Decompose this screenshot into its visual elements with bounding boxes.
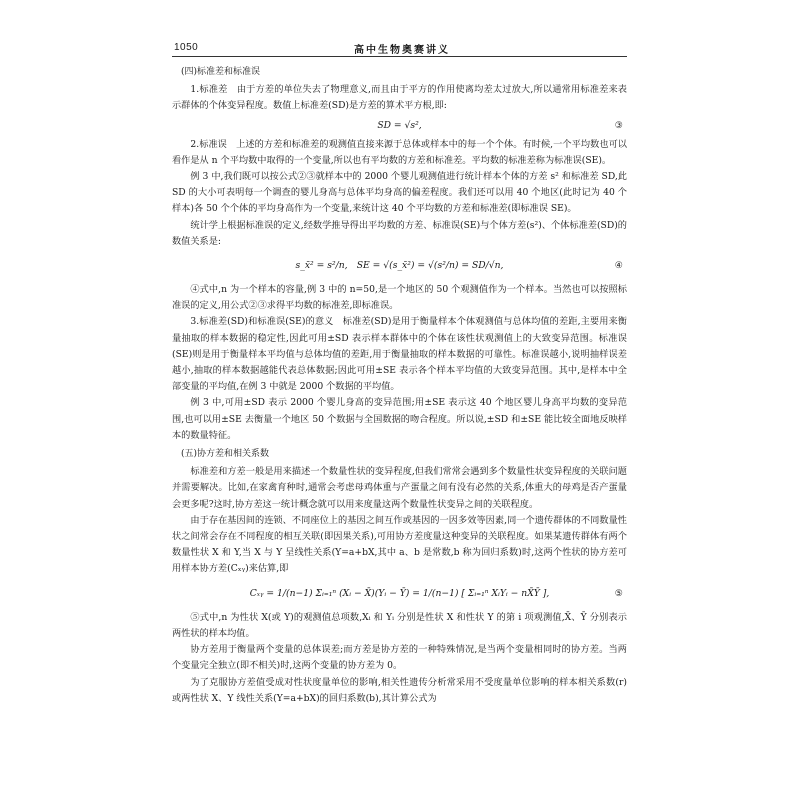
- paragraph-covariance-intro: 标准差和方差一般是用来描述一个数量性状的变异程度,但我们常常会遇到多个数量性状变异程度的关联问题并需要解决。比如,在家禽育种时,通常会考虑母鸡体重与产蛋量之间有没有必然的关系,体重大的母鸡是否产蛋量会更多呢?这时,协方差这一统计概念就可以用来度量这两个数量性状变异之间的关联程度。: [172, 466, 627, 510]
- formula-5: [172, 580, 627, 608]
- page-header: [172, 40, 632, 56]
- paragraph-standard-deviation: 1.标准差 由于方差的单位失去了物理意义,而且由于平方的作用使离均差太过放大,所以通常用标准差来表示群体的个体变异程度。数值上标准差(SD)是方差的算术平方根,即:: [172, 84, 627, 112]
- running-title: 高中生物奥赛讲义: [354, 45, 450, 56]
- paragraph-example-3: 例 3 中,我们既可以按公式②③就样本中的 2000 个婴儿观测值进行统计样本个体的方差 s² 和标准差 SD,此 SD 的大小可表明每一个调查的婴儿身高与总体平均身高的偏差程度。我们还可以用 40 个地区(此时记为 40 个样本)各 50 个个体的平均身高作为一个变量,来统计这 40 个平均数的方差和标准差(即标准误 SE)。: [172, 171, 627, 215]
- paragraph-example-3-range: 例 3 中,可用±SD 表示 2000 个婴儿身高的变异范围;用±SE 表示这 40 个地区婴儿身高平均数的变异范围,也可以用±SE 去衡量一个地区 50 个数据与全国数据的吻合程度。所以说,±SD 和±SE 能比较全面地反映样本的数量特征。: [172, 397, 627, 441]
- paragraph-formula-4-note: ④式中,n 为一个样本的容量,例 3 中的 n=50,是一个地区的 50 个观测值作为一个样本。当然也可以按照标准误的定义,用公式②③求得平均数的标准差,即标准误。: [172, 284, 627, 312]
- section-heading-5: (五)协方差和相关系数: [181, 449, 270, 460]
- paragraph-sd-se-meaning: 3.标准差(SD)和标准误(SE)的意义 标准差(SD)是用于衡量样本个体观测值与总体均值的差距,主要用来衡量抽取的样本数据的稳定性,因此可用±SD 表示样本群体中的个体在该性状观测值上的大致变异范围。标准误(SE)则是用于衡量样本平均值与总体均值的差距,用于衡量抽取的样本数据的可靠性。标准误越小,说明抽样误差越小,抽取的样本数据越能代表总体数据;因此可用±SE 表示各个样本平均值的大致变异范围。其中,是样本中全部变量的平均值,在例 3 中就是 2000 个数据的平均值。: [172, 316, 627, 393]
- paragraph-standard-error: 2.标准误 上述的方差和标准差的观测值直接来源于总体或样本中的每一个个体。有时候,一个平均数也可以看作是从 n 个平均数中取得的一个变量,所以也有平均数的方差和标准差。平均数的标准差称为标准误(SE)。: [172, 138, 627, 166]
- paragraph-covariance-meaning: 协方差用于衡量两个变量的总体误差;而方差是协方差的一种特殊情况,是当两个变量相同时的协方差。当两个变量完全独立(即不相关)时,这两个变量的协方差为 0。: [172, 644, 627, 672]
- page-number: 1050: [174, 42, 199, 53]
- header-rule: [172, 56, 627, 57]
- formula-4: [172, 252, 627, 280]
- formula-4-expr: s_x̄² = s²/n, SE = √(s_x̄²) = √(s²/n) = SD/√n,: [295, 260, 504, 272]
- paragraph-relation: 统计学上根据标准误的定义,经数学推导得出平均数的方差、标准误(SE)与个体方差(s²)、个体标准差(SD)的数值关系是:: [172, 219, 627, 247]
- formula-3-number: ③: [614, 119, 623, 131]
- body-text: [172, 62, 627, 707]
- formula-5-expr: Cₓᵧ = 1/(n−1) Σᵢ₌₁ⁿ (Xᵢ − X̄)(Yᵢ − Ȳ) = 1/(n−1) [ Σᵢ₌₁ⁿ XᵢYᵢ − nX̄Ȳ ],: [249, 587, 550, 599]
- paragraph-covariance-cause: 由于存在基因间的连锁、不同座位上的基因之间互作或基因的一因多效等因素,同一个遗传群体的不同数量性状之间常会存在不同程度的相互关联(即因果关系),可用协方差度量这种变异的关联程度。如果某遗传群体有两个数量性状 X 和 Y,当 X 与 Y 呈线性关系(Y=a+bX,其中 a、b 是常数,b 称为回归系数)时,这两个性状的协方差可用样本协方差(Cₓᵧ)来估算,即: [172, 514, 627, 575]
- formula-5-number: ⑤: [614, 587, 623, 599]
- section-heading-4: (四)标准差和标准误: [181, 67, 261, 77]
- formula-3: [172, 117, 627, 135]
- formula-4-number: ④: [614, 260, 623, 272]
- formula-3-expr: SD = √s²,: [377, 119, 422, 131]
- paragraph-formula-5-note: ⑤式中,n 为性状 X(或 Y)的观测值总项数,Xᵢ 和 Yᵢ 分别是性状 X 和性状 Y 的第 i 项观测值,X̄、Ȳ 分别表示两性状的样本均值。: [172, 611, 627, 639]
- paragraph-correlation-intro: 为了克服协方差值受成对性状度量单位的影响,相关性遗传分析常采用不受度量单位影响的样本相关系数(r)或两性状 X、Y 线性关系(Y=a+bX)的回归系数(b),其计算公式为: [172, 676, 627, 704]
